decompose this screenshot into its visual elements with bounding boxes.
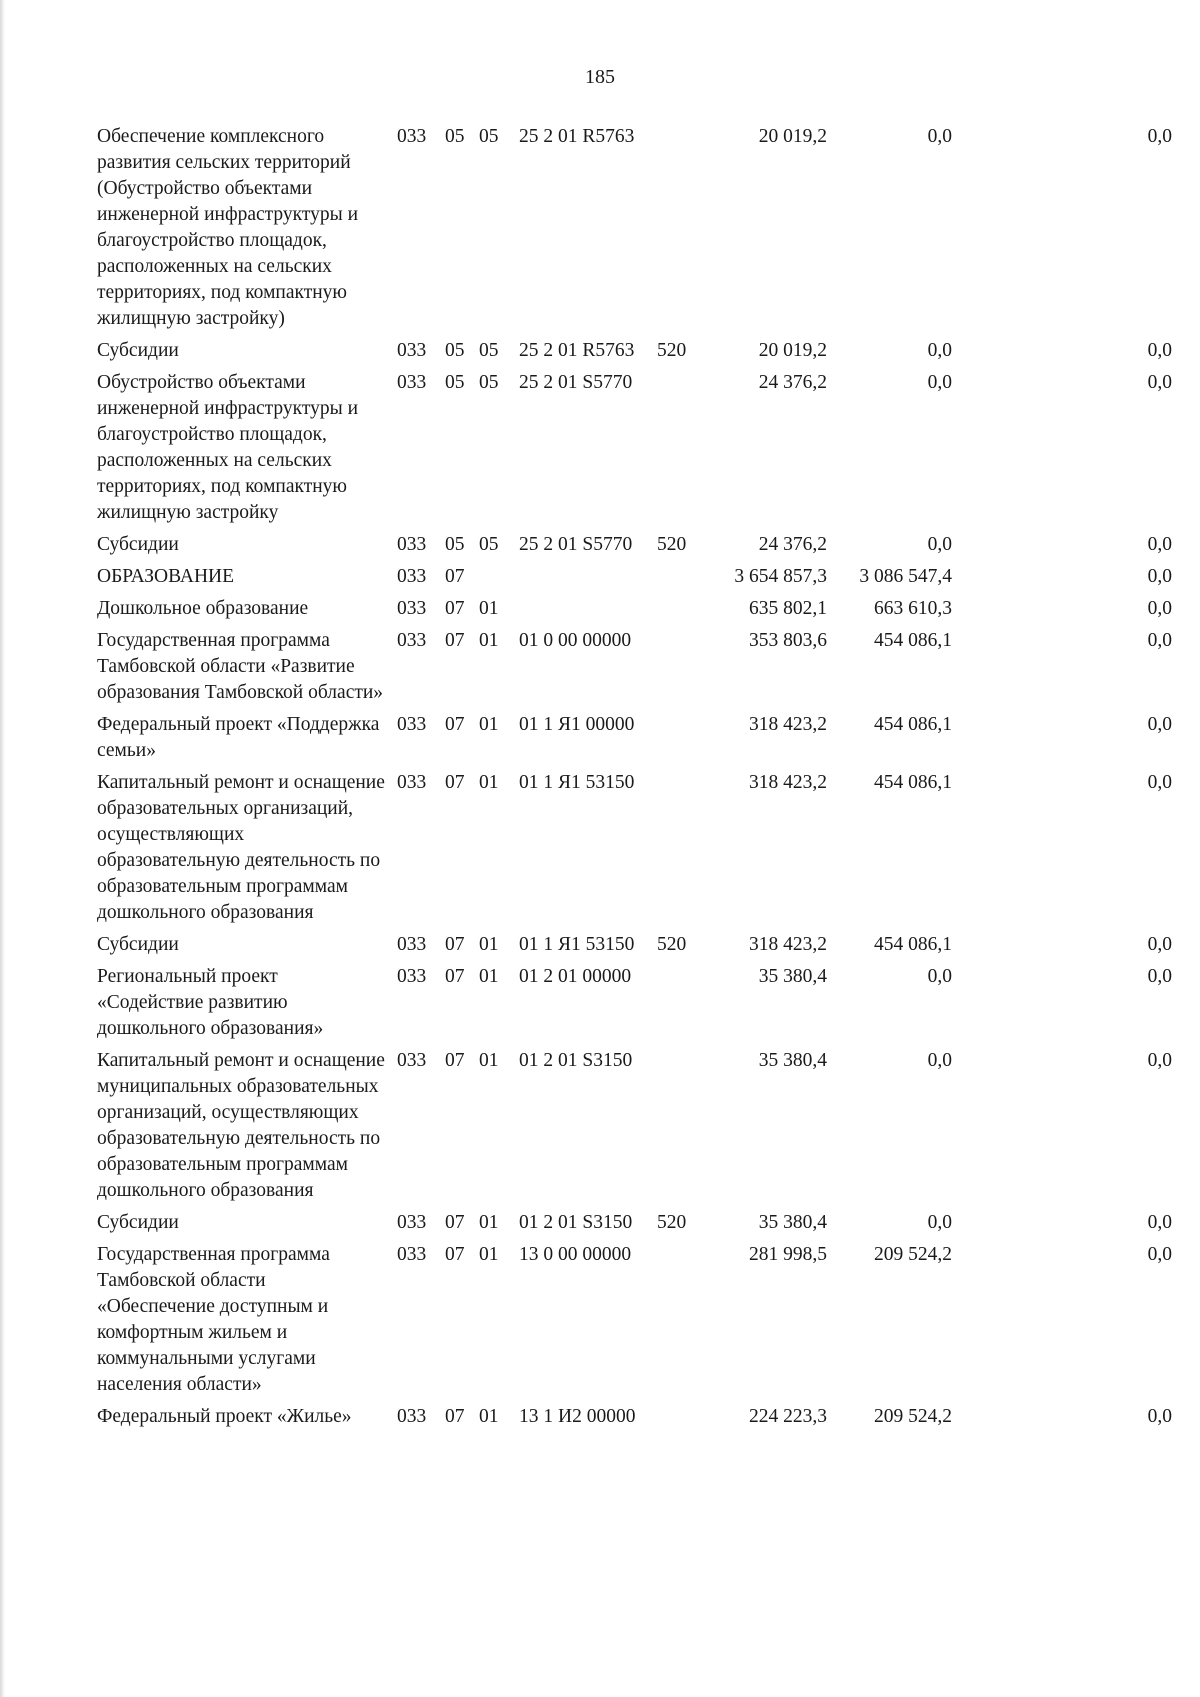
row-expense-type [657,628,707,712]
row-dept-code: 033 [397,630,427,651]
row-amount-2: 3 086 547,4 [859,566,952,587]
row-amount-3: 0,0 [1147,534,1172,555]
row-subsection-code: 01 [479,630,499,651]
row-amount-2: 454 086,1 [874,934,952,955]
row-subsection-code: 01 [479,1244,499,1265]
row-amount-1: 318 423,2 [749,772,827,793]
row-dept-code: 033 [397,1406,427,1427]
row-amount-1: 35 380,4 [758,1050,827,1071]
row-amount-1: 224 223,3 [749,1406,827,1427]
row-subsection-code: 01 [479,598,499,619]
row-amount-1: 35 380,4 [758,966,827,987]
row-section-code: 07 [445,1212,465,1233]
row-dept-code: 033 [397,566,427,587]
row-amount-2: 209 524,2 [874,1406,952,1427]
row-section-code: 07 [445,1244,465,1265]
row-amount-1: 353 803,6 [749,630,827,651]
row-subsection-code: 01 [479,1212,499,1233]
row-expense-type [657,564,707,596]
row-name: Федеральный проект «Поддержка семьи» [97,714,380,761]
row-expense-type [657,124,707,338]
row-amount-2: 0,0 [927,372,952,393]
table-row [97,770,1172,932]
row-expense-type: 520 [657,534,687,555]
row-section-code: 05 [445,534,465,555]
row-amount-1: 24 376,2 [758,534,827,555]
row-expense-type: 520 [657,934,687,955]
row-subsection-code: 05 [479,534,499,555]
row-expense-type [657,712,707,770]
row-amount-1: 635 802,1 [749,598,827,619]
row-dept-code: 033 [397,372,427,393]
row-expense-type [657,370,707,532]
row-name: Дошкольное образование [97,598,309,619]
table-row [97,564,1172,596]
row-subsection-code: 01 [479,934,499,955]
row-amount-1: 35 380,4 [758,1212,827,1233]
row-expense-type [657,770,707,932]
row-amount-2: 454 086,1 [874,714,952,735]
row-target-code: 25 2 01 R5763 [519,126,635,147]
row-subsection-code [479,564,519,596]
row-amount-3: 0,0 [1147,630,1172,651]
row-section-code: 07 [445,630,465,651]
row-name: ОБРАЗОВАНИЕ [97,566,235,587]
row-section-code: 07 [445,934,465,955]
budget-table [97,124,1172,1436]
row-amount-2: 454 086,1 [874,630,952,651]
row-amount-1: 3 654 857,3 [734,566,827,587]
row-amount-1: 24 376,2 [758,372,827,393]
row-amount-3: 0,0 [1147,1212,1172,1233]
row-amount-3: 0,0 [1147,714,1172,735]
row-target-code: 25 2 01 S5770 [519,534,633,555]
row-amount-2: 0,0 [927,126,952,147]
row-name: Субсидии [97,934,179,955]
row-target-code: 01 1 Я1 53150 [519,934,635,955]
row-section-code: 07 [445,566,465,587]
table-row [97,932,1172,964]
row-dept-code: 033 [397,534,427,555]
row-target-code: 13 0 00 00000 [519,1244,632,1265]
table-row [97,532,1172,564]
row-amount-2: 0,0 [927,966,952,987]
table-row [97,628,1172,712]
row-dept-code: 033 [397,126,427,147]
row-name: Региональный проект «Содействие развитию дошкольного образования» [97,966,324,1039]
row-dept-code: 033 [397,934,427,955]
row-subsection-code: 05 [479,372,499,393]
row-amount-1: 318 423,2 [749,934,827,955]
row-amount-1: 281 998,5 [749,1244,827,1265]
table-row [97,124,1172,338]
row-name: Капитальный ремонт и оснащение муниципальных образовательных организаций, осуществляющих образовательную деятельность по образовательным программам дошкольного образования [97,1050,385,1201]
table-row [97,338,1172,370]
row-target-code: 13 1 И2 00000 [519,1406,636,1427]
row-section-code: 07 [445,772,465,793]
row-expense-type [657,1242,707,1404]
row-amount-2: 0,0 [927,340,952,361]
row-dept-code: 033 [397,1050,427,1071]
row-name: Обустройство объектами инженерной инфраструктуры и благоустройство площадок, расположенных на сельских территориях, под компактную жилищную застройку [97,372,359,523]
row-subsection-code: 01 [479,714,499,735]
row-amount-1: 318 423,2 [749,714,827,735]
table-row [97,596,1172,628]
row-expense-type: 520 [657,340,687,361]
row-amount-3: 0,0 [1147,566,1172,587]
table-row [97,1048,1172,1210]
row-target-code: 25 2 01 S5770 [519,372,633,393]
row-subsection-code: 01 [479,1406,499,1427]
row-subsection-code: 01 [479,966,499,987]
page-number: 185 [585,66,615,88]
row-target-code: 01 0 00 00000 [519,630,632,651]
row-name: Капитальный ремонт и оснащение образовательных организаций, осуществляющих образовательную деятельность по образовательным программам дошкольного образования [97,772,385,923]
table-row [97,1404,1172,1436]
row-amount-2: 0,0 [927,1050,952,1071]
row-amount-3: 0,0 [1147,934,1172,955]
row-section-code: 05 [445,126,465,147]
row-section-code: 05 [445,372,465,393]
row-section-code: 07 [445,1406,465,1427]
row-amount-3: 0,0 [1147,1244,1172,1265]
row-target-code: 01 2 01 00000 [519,966,632,987]
row-amount-3: 0,0 [1147,126,1172,147]
row-name: Федеральный проект «Жилье» [97,1406,352,1427]
table-row [97,964,1172,1048]
row-amount-1: 20 019,2 [758,126,827,147]
row-name: Субсидии [97,534,179,555]
row-amount-2: 454 086,1 [874,772,952,793]
row-dept-code: 033 [397,714,427,735]
row-name: Субсидии [97,1212,179,1233]
row-name: Субсидии [97,340,179,361]
table-row [97,370,1172,532]
row-name: Государственная программа Тамбовской области «Обеспечение доступным и комфортным жильем и коммунальными услугами населения области» [97,1244,330,1395]
row-target-code: 01 1 Я1 00000 [519,714,635,735]
row-dept-code: 033 [397,772,427,793]
row-expense-type [657,596,707,628]
row-expense-type [657,964,707,1048]
row-amount-2: 663 610,3 [874,598,952,619]
row-amount-3: 0,0 [1147,772,1172,793]
row-target-code: 01 2 01 S3150 [519,1050,633,1071]
table-row [97,1210,1172,1242]
row-section-code: 05 [445,340,465,361]
row-section-code: 07 [445,966,465,987]
row-subsection-code: 05 [479,126,499,147]
row-amount-3: 0,0 [1147,340,1172,361]
row-amount-2: 0,0 [927,534,952,555]
row-name: Государственная программа Тамбовской области «Развитие образования Тамбовской области» [97,630,384,703]
row-amount-2: 209 524,2 [874,1244,952,1265]
row-amount-3: 0,0 [1147,966,1172,987]
row-amount-3: 0,0 [1147,1050,1172,1071]
row-name: Обеспечение комплексного развития сельских территорий (Обустройство объектами инженерной инфраструктуры и благоустройство площадок, расположенных на сельских территориях, под компактную жилищную застройку) [97,126,359,329]
row-dept-code: 033 [397,1212,427,1233]
row-dept-code: 033 [397,1244,427,1265]
table-row [97,1242,1172,1404]
row-subsection-code: 01 [479,1050,499,1071]
row-expense-type [657,1048,707,1210]
row-dept-code: 033 [397,966,427,987]
table-row [97,712,1172,770]
row-section-code: 07 [445,714,465,735]
row-section-code: 07 [445,1050,465,1071]
budget-table-body [97,124,1172,1436]
row-target-code: 25 2 01 R5763 [519,340,635,361]
row-expense-type: 520 [657,1212,687,1233]
row-target-code: 01 1 Я1 53150 [519,772,635,793]
row-dept-code: 033 [397,598,427,619]
row-amount-3: 0,0 [1147,598,1172,619]
row-target-code [519,596,657,628]
row-target-code [519,564,657,596]
row-amount-3: 0,0 [1147,372,1172,393]
row-expense-type [657,1404,707,1436]
row-subsection-code: 05 [479,340,499,361]
row-subsection-code: 01 [479,772,499,793]
row-dept-code: 033 [397,340,427,361]
row-amount-1: 20 019,2 [758,340,827,361]
row-amount-2: 0,0 [927,1212,952,1233]
row-amount-3: 0,0 [1147,1406,1172,1427]
row-section-code: 07 [445,598,465,619]
row-target-code: 01 2 01 S3150 [519,1212,633,1233]
scan-edge-shadow [0,0,5,1697]
